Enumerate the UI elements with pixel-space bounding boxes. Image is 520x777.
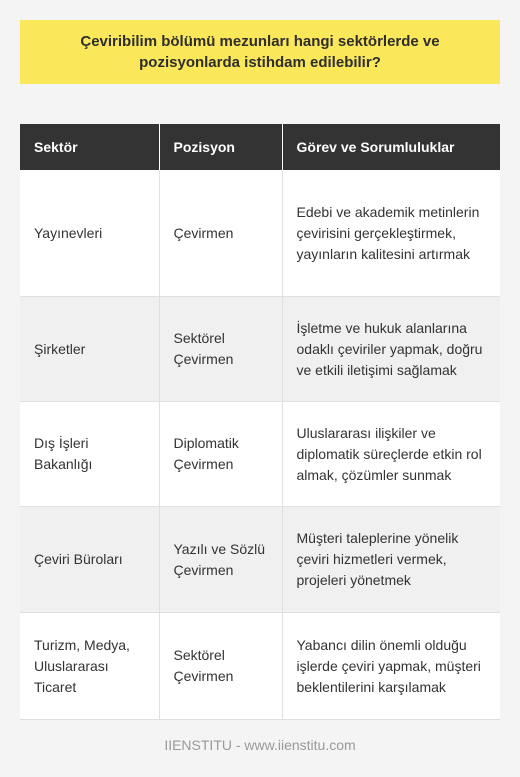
employment-table xyxy=(20,124,500,720)
table-row xyxy=(20,297,500,402)
cell-sector: Şirketler xyxy=(20,297,159,402)
cell-position: Yazılı ve Sözlü Çevirmen xyxy=(159,507,282,613)
cell-position: Sektörel Çevirmen xyxy=(159,297,282,402)
title-banner xyxy=(20,20,500,84)
cell-sector: Turizm, Medya, Uluslararası Ticaret xyxy=(20,613,159,720)
cell-position: Sektörel Çevirmen xyxy=(159,613,282,720)
cell-duties: Müşteri taleplerine yönelik çeviri hizmetleri vermek, projeleri yönetmek xyxy=(282,507,500,613)
cell-sector: Dış İşleri Bakanlığı xyxy=(20,402,159,507)
cell-duties: Yabancı dilin önemli olduğu işlerde çeviri yapmak, müşteri beklentilerini karşılamak xyxy=(282,613,500,720)
table-row xyxy=(20,507,500,613)
table-header-row xyxy=(20,124,500,170)
cell-duties: İşletme ve hukuk alanlarına odaklı çeviriler yapmak, doğru ve etkili iletişimi sağlamak xyxy=(282,297,500,402)
footer-credit: IIENSTITU - www.iienstitu.com xyxy=(164,737,356,753)
cell-duties: Uluslararası ilişkiler ve diplomatik süreçlerde etkin rol almak, çözümler sunmak xyxy=(282,402,500,507)
cell-sector: Çeviri Büroları xyxy=(20,507,159,613)
header-sector: Sektör xyxy=(20,124,159,170)
table-row xyxy=(20,170,500,297)
table-row xyxy=(20,402,500,507)
header-position: Pozisyon xyxy=(159,124,282,170)
cell-duties: Edebi ve akademik metinlerin çevirisini gerçekleştirmek, yayınların kalitesini artırmak xyxy=(282,170,500,297)
header-duties: Görev ve Sorumluluklar xyxy=(282,124,500,170)
table-row xyxy=(20,613,500,720)
cell-sector: Yayınevleri xyxy=(20,170,159,297)
page-title: Çeviribilim bölümü mezunları hangi sektörlerde ve pozisyonlarda istihdam edilebilir? xyxy=(80,33,440,71)
cell-position: Diplomatik Çevirmen xyxy=(159,402,282,507)
cell-position: Çevirmen xyxy=(159,170,282,297)
